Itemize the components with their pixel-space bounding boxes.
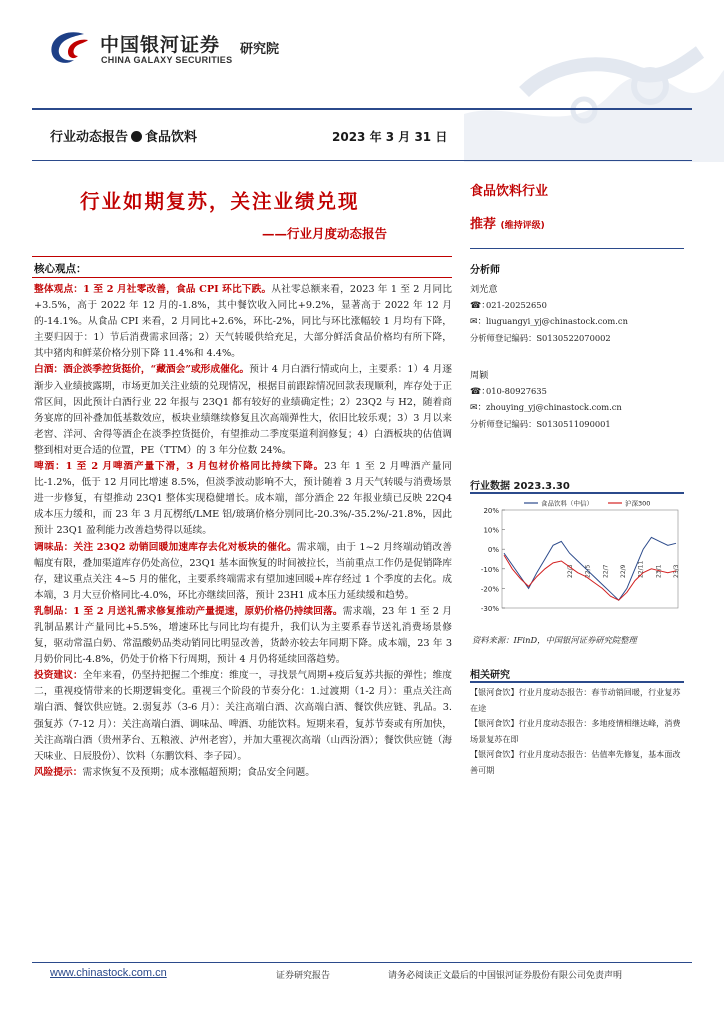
paragraph-overall <box>34 282 452 362</box>
email-value[interactable]: liuguangyi_yj@chinastock.com.cn <box>486 316 628 326</box>
y-tick-label: -20% <box>480 585 499 594</box>
paragraph-invest <box>34 668 452 765</box>
title-rule <box>32 256 452 257</box>
analyst-phone <box>470 298 684 315</box>
x-tick-label: 22/11 <box>637 560 645 578</box>
legend-label: 沪深300 <box>625 499 651 508</box>
y-tick-label: 20% <box>483 507 499 515</box>
plot-frame <box>502 510 678 608</box>
paragraph-baijiu <box>34 362 452 459</box>
analyst-label: 分析师 <box>470 265 500 276</box>
paragraph-text: 需求端，23 年 1 至 2 月乳制品累计产量同比+5.5%，增速环比与同比均有提升，我们认为主要系春节送礼消费场景修复，驱动常温白奶、常温酸奶品类动销同比明显改善，货龄亦较去年同期下降。成本端，23 年 3 月奶价同比-4.8%，仍处于价格下行周期，预计 4 月仍将延续回落趋势。 <box>34 605 452 666</box>
analyst-name: 周颖 <box>470 370 489 381</box>
report-title: 行业如期复苏，关注业绩兑现 <box>80 190 360 213</box>
x-tick-label: 22/7 <box>602 564 610 578</box>
paragraph-text: 全年来看，仍坚持把握二个维度：维度一，寻找景气周期+疫后复苏共振的弹性；维度二，重视疫情带来的长期逻辑变化。重视三个阶段的节奏分化：1.过渡期（1-2 月）：重点关注高端白酒、餐饮供应链。2.弱复苏（3-6 月）：关注高端白酒、次高端白酒、餐饮供应链、乳品。3.强复苏（7-12 月）：关注高端白酒、调味品、啤酒、功能饮料。短期来看，复苏节奏或有所加快，关注高端白酒（贵州茅台、五粮液、泸州老窖），并加大重视次高端（山西汾酒）；餐饮供应链（海天味业、日辰股份）、饮料（东鹏饮料、李子园）。 <box>34 670 452 762</box>
core-views-body <box>34 282 452 781</box>
rating-note: (维持评级) <box>500 221 545 231</box>
brand-name-cn: 中国银河证券 <box>100 34 221 56</box>
bullet-dot-icon <box>131 131 142 142</box>
paragraph-beer <box>34 459 452 539</box>
phone-icon: ☎： <box>470 300 491 311</box>
paragraph-lead: 乳制品：1 至 2 月送礼需求修复推动产量提速，原奶价格仍持续回落。 <box>34 605 343 617</box>
analyst-reg: 分析师登记编码：S0130522070002 <box>470 332 611 343</box>
paragraph-risk <box>34 765 452 781</box>
email-value[interactable]: zhouying_yj@chinastock.com.cn <box>486 402 622 412</box>
chart-source: 资料来源：IFinD，中国银河证券研究院整理 <box>472 635 637 645</box>
rating-value: 推荐 <box>470 217 497 232</box>
phone-value: 021-20252650 <box>486 299 547 310</box>
sidebar-rule <box>470 248 684 249</box>
x-tick-label: 23/1 <box>655 564 663 578</box>
paragraph-dairy <box>34 604 452 668</box>
industry-label: 食品饮料行业 <box>470 184 549 199</box>
institute-label: 研究院 <box>240 42 280 57</box>
y-tick-label: 10% <box>483 526 499 535</box>
analyst-reg: 分析师登记编码：S0130511090001 <box>470 418 611 429</box>
y-tick-label: -30% <box>480 605 499 613</box>
paragraph-text: 23 年 1 至 2 月啤酒产量同比-1.2%，低于 12 月同比增速 8.5%，但淡季波动影响不大，预计随着 3 月天气转暖与消费场景进一步修复，有望推动 23Q1 整体实现稳健增长。成本端，部分酒企 22 年报业绩已反映 22Q4 成本压力缓和，而 23 年 3 月瓦楞纸/LME 铝/玻璃价格分别同比-20.3%/-35.2%/-21.8%，因此预计 23Q1 盈利能力改善趋势得以延续。 <box>34 461 452 537</box>
brand-name-en: CHINA GALAXY SECURITIES <box>101 55 233 65</box>
paragraph-text: 从社零总额来看，2023 年 1 至 2 月同比+3.5%，高于 2022 年 12 月的-1.8%，其中餐饮收入同比+9.2%，显著高于 2022 年 12 月的-14.1%。从食品 CPI 来看，2 月同比+2.6%，环比-2%，同比与环比涨幅较 1 月均有下降，主要归因于：1）节后消费需求回落；2）天气转暖供给充足，大部分鲜活食品价格均有所下降，其中猪肉和鲜菜价格分别下降 11.4%和 4.4%。 <box>34 284 452 360</box>
analyst-name: 刘光意 <box>470 284 498 295</box>
report-header <box>0 0 724 160</box>
phone-value: 010-80927635 <box>486 385 547 396</box>
x-tick-label: 23/3 <box>673 564 680 578</box>
report-type <box>50 126 197 145</box>
paragraph-lead: 整体观点：1 至 2 月社零改善，食品 CPI 环比下跌。 <box>34 284 272 295</box>
y-tick-label: -10% <box>480 565 499 574</box>
galaxy-logo-icon <box>44 28 92 68</box>
paragraph-lead: 风险提示： <box>34 766 83 778</box>
paragraph-condiment <box>34 540 452 604</box>
analyst-phone <box>470 384 684 401</box>
report-type-label: 行业动态报告 <box>50 130 129 145</box>
paragraph-text: 需求端，由于 1~2 月终端动销改善幅度有限，叠加渠道库存仍处高位，23Q1 基本面恢复的时间被拉长，当前重点工作仍是促销降库存，建议重点关注 4~5 月的催化，主要系终端需求有望加速回暖+库存经过 1 个季度的去化。成本端，3 月大豆价格同比-4.0%，环比亦继续回落，预计 23H1 成本压力延续缓和趋势。 <box>34 541 452 601</box>
market-data-title: 行业数据 2023.3.30 <box>470 481 570 492</box>
market-data-rule <box>470 492 684 494</box>
paragraph-lead: 啤酒：1 至 2 月啤酒产量下滑，3 月包材价格同比持续下降。 <box>34 461 325 473</box>
analyst-email[interactable] <box>470 314 684 331</box>
footer-rule <box>32 962 692 963</box>
header-rule-top <box>32 108 692 110</box>
sidebar <box>470 180 684 432</box>
related-research-list <box>470 685 684 779</box>
footer-url-link[interactable]: www.chinastock.com.cn <box>50 967 167 979</box>
core-rule <box>32 277 452 278</box>
x-tick-label: 22/3 <box>567 564 574 578</box>
paragraph-text: 预计 4 月白酒行情或向上，主要系：1）4 月逐渐步入业绩披露期，市场更加关注业绩的兑现情况，根据目前跟踪情况回款表现顺利，库存处于正常区间，因此预计白酒行业 22 年报与 23Q1 都有较好的业绩确定性；2）23Q2 与 H2，随着商务宴席的回补叠加低基数效应，板块业绩继续修复且次高端弹性大，依旧比较乐观；3）3 月以来老窖、洋河、舍得等酒企在淡季控货挺价，有望推动二季度渠道利润修复；4）白酒板块的估值调整到相对更合适的位置，PE（TTM）的 3 年分位数 24%。 <box>34 364 452 456</box>
related-item[interactable]: 【银河食饮】行业月度动态报告：多地疫情相继达峰，消费场景复苏在即 <box>470 718 681 744</box>
related-rule <box>470 681 684 683</box>
related-item[interactable]: 【银河食饮】行业月度动态报告：春节动销回暖，行业复苏在途 <box>470 687 681 713</box>
legend-label: 食品饮料（中信） <box>541 499 593 508</box>
paragraph-text: 需求恢复不及预期；成本涨幅超预期；食品安全问题。 <box>82 766 315 778</box>
email-icon: ✉： <box>470 403 487 413</box>
footer-report-label: 证券研究报告 <box>276 971 331 981</box>
y-tick-label: 0% <box>487 546 499 555</box>
footer-disclaimer: 请务必阅读正文最后的中国银河证券股份有限公司免责声明 <box>388 971 623 981</box>
paragraph-lead: 白酒：酒企淡季控货挺价，“藏酒会”或形成催化。 <box>34 364 250 376</box>
related-research-title: 相关研究 <box>470 670 510 681</box>
x-tick-label: 22/9 <box>620 564 627 578</box>
report-subtitle: ——行业月度动态报告 <box>262 226 388 241</box>
core-views-label: 核心观点： <box>34 263 87 275</box>
related-item[interactable]: 【银河食饮】行业月度动态报告：估值率先修复，基本面改善可期 <box>470 749 681 775</box>
performance-chart <box>472 496 684 624</box>
paragraph-lead: 投资建议： <box>34 670 83 682</box>
x-tick-label: 22/5 <box>584 564 592 578</box>
report-sector: 食品饮料 <box>145 130 198 145</box>
analyst-email[interactable] <box>470 400 684 417</box>
phone-icon: ☎： <box>470 386 491 397</box>
paragraph-lead: 调味品：关注 23Q2 动销回暖加速库存去化对板块的催化。 <box>34 541 297 553</box>
cloud-ornament-icon <box>464 22 724 162</box>
report-date: 2023 年 3 月 31 日 <box>332 130 448 144</box>
header-rule-bottom <box>32 160 692 161</box>
rating <box>470 213 684 232</box>
email-icon: ✉： <box>470 317 487 327</box>
